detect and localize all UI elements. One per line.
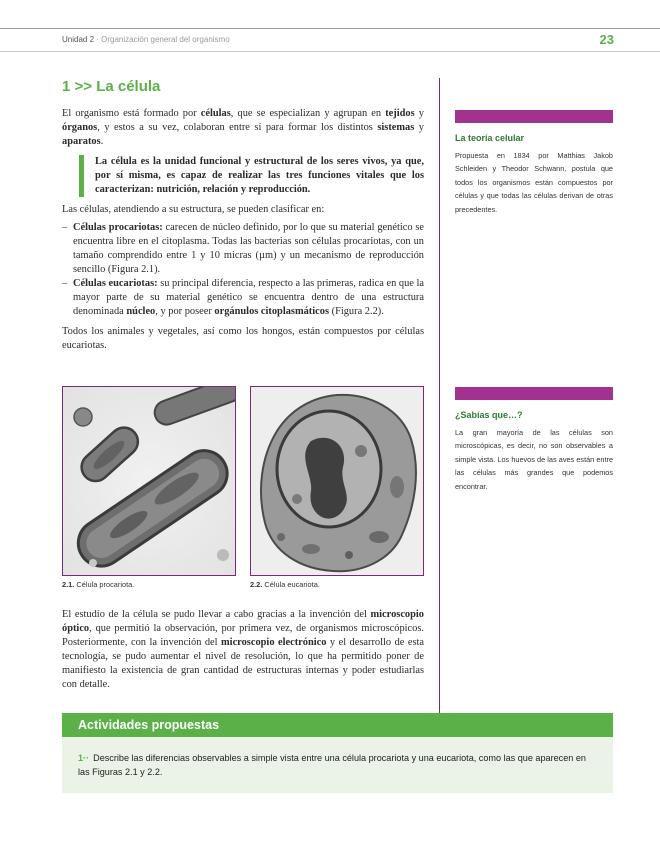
header-breadcrumb: Unidad 2 · Organización general del organismo (62, 35, 230, 44)
eukaryote-micrograph (251, 387, 424, 576)
sidebar-box-teoria-celular (455, 110, 613, 216)
figure-image-eucariota (250, 386, 424, 576)
figure-caption: 2.2. Célula eucariota. (250, 580, 320, 589)
list-item-eucariotas: – Células eucariotas: su principal diferencia, respecto a las primeras, radica en que la mayor parte de su material genético se encuentra dentro de una estructura denominada núcleo, y por poseer orgánulos citoplasmáticos (Figura 2.2). (62, 278, 425, 317)
activity-number: 1·· (78, 753, 90, 763)
sidebar-box-title: ¿Sabías que…? (455, 410, 523, 420)
sidebar-box-bar (455, 387, 613, 400)
sidebar-box-title: La teoría celular (455, 133, 525, 143)
sidebar-box-sabias-que (455, 387, 613, 493)
page-number: 23 (599, 32, 614, 47)
microscope-paragraph: El estudio de la célula se pudo llevar a cabo gracias a la invención del microscopio óptico, que permitió la observación, por primera vez, de organismos microscópicos. Posteriormente, con la invención del microscopio electrónico y el desarrollo de esta tecnología, se pudo aumentar el nivel de resolución, lo que ha permitido poner de manifiesto la existencia de gran cantidad de estructuras internas y poder estudiarlas con detalle. (62, 609, 424, 690)
activities-title: Actividades propuestas (62, 713, 613, 737)
figure-2-2 (250, 386, 424, 589)
section-label: Organización general del organismo (101, 35, 230, 44)
figure-caption: 2.1. Célula procariota. (62, 580, 135, 589)
unit-label: Unidad 2 (62, 35, 95, 44)
eukaryote-paragraph: Todos los animales y vegetales, así como los hongos, están compuestos por células eucariotas. (62, 326, 424, 351)
figures (62, 386, 424, 596)
running-header (0, 28, 660, 52)
main-column (62, 76, 424, 353)
definition-callout: La célula es la unidad funcional y estructural de los seres vivos, ya que, por sí misma, es capaz de realizar las tres funciones vitales que los caracterizan: nutrición, relación y reproducción. (79, 155, 424, 197)
cell-types-list (62, 221, 424, 319)
sidebar-box-bar (455, 110, 613, 123)
figure-2-1 (62, 386, 236, 589)
list-item-procariotas: – Células procariotas: carecen de núcleo definido, por lo que su material genético se encuentra libre en el citoplasma. Todas las bacterias son células procariotas, con un tamaño comprendido entre 1 y 10 micras (µm) y un mecanismo de reproducción sencillo (Figura 2.1). (62, 222, 424, 275)
sidebar-box-text: La gran mayoría de las células son microscópicas, es decir, no son observables a simple vista. Los huevos de las aves están entre las células más grandes que podemos encontrar. (455, 428, 613, 491)
prokaryote-micrograph (63, 387, 236, 576)
sidebar-box-text: Propuesta en 1834 por Matthias Jakob Schleiden y Theodor Schwann, postula que todos los organismos están compuestos por células y que todas las células derivan de otras precedentes. (455, 151, 613, 214)
activity-text: Describe las diferencias observables a simple vista entre una célula procariota y una eucariota, como las que aparecen en las Figuras 2.1 y 2.2. (78, 753, 586, 777)
activities-box (62, 713, 613, 793)
column-divider (439, 78, 440, 713)
intro-paragraph: El organismo está formado por células, que se especializan y agrupan en tejidos y órganos, y estos a su vez, colaboran entre sí para formar los distintos sistemas y aparatos. (62, 108, 424, 147)
section-title: 1 >> La célula (62, 78, 161, 95)
activity-item (62, 737, 613, 779)
classification-intro: Las células, atendiendo a su estructura, se pueden clasificar en: (62, 204, 325, 215)
figure-image-procariota (62, 386, 236, 576)
